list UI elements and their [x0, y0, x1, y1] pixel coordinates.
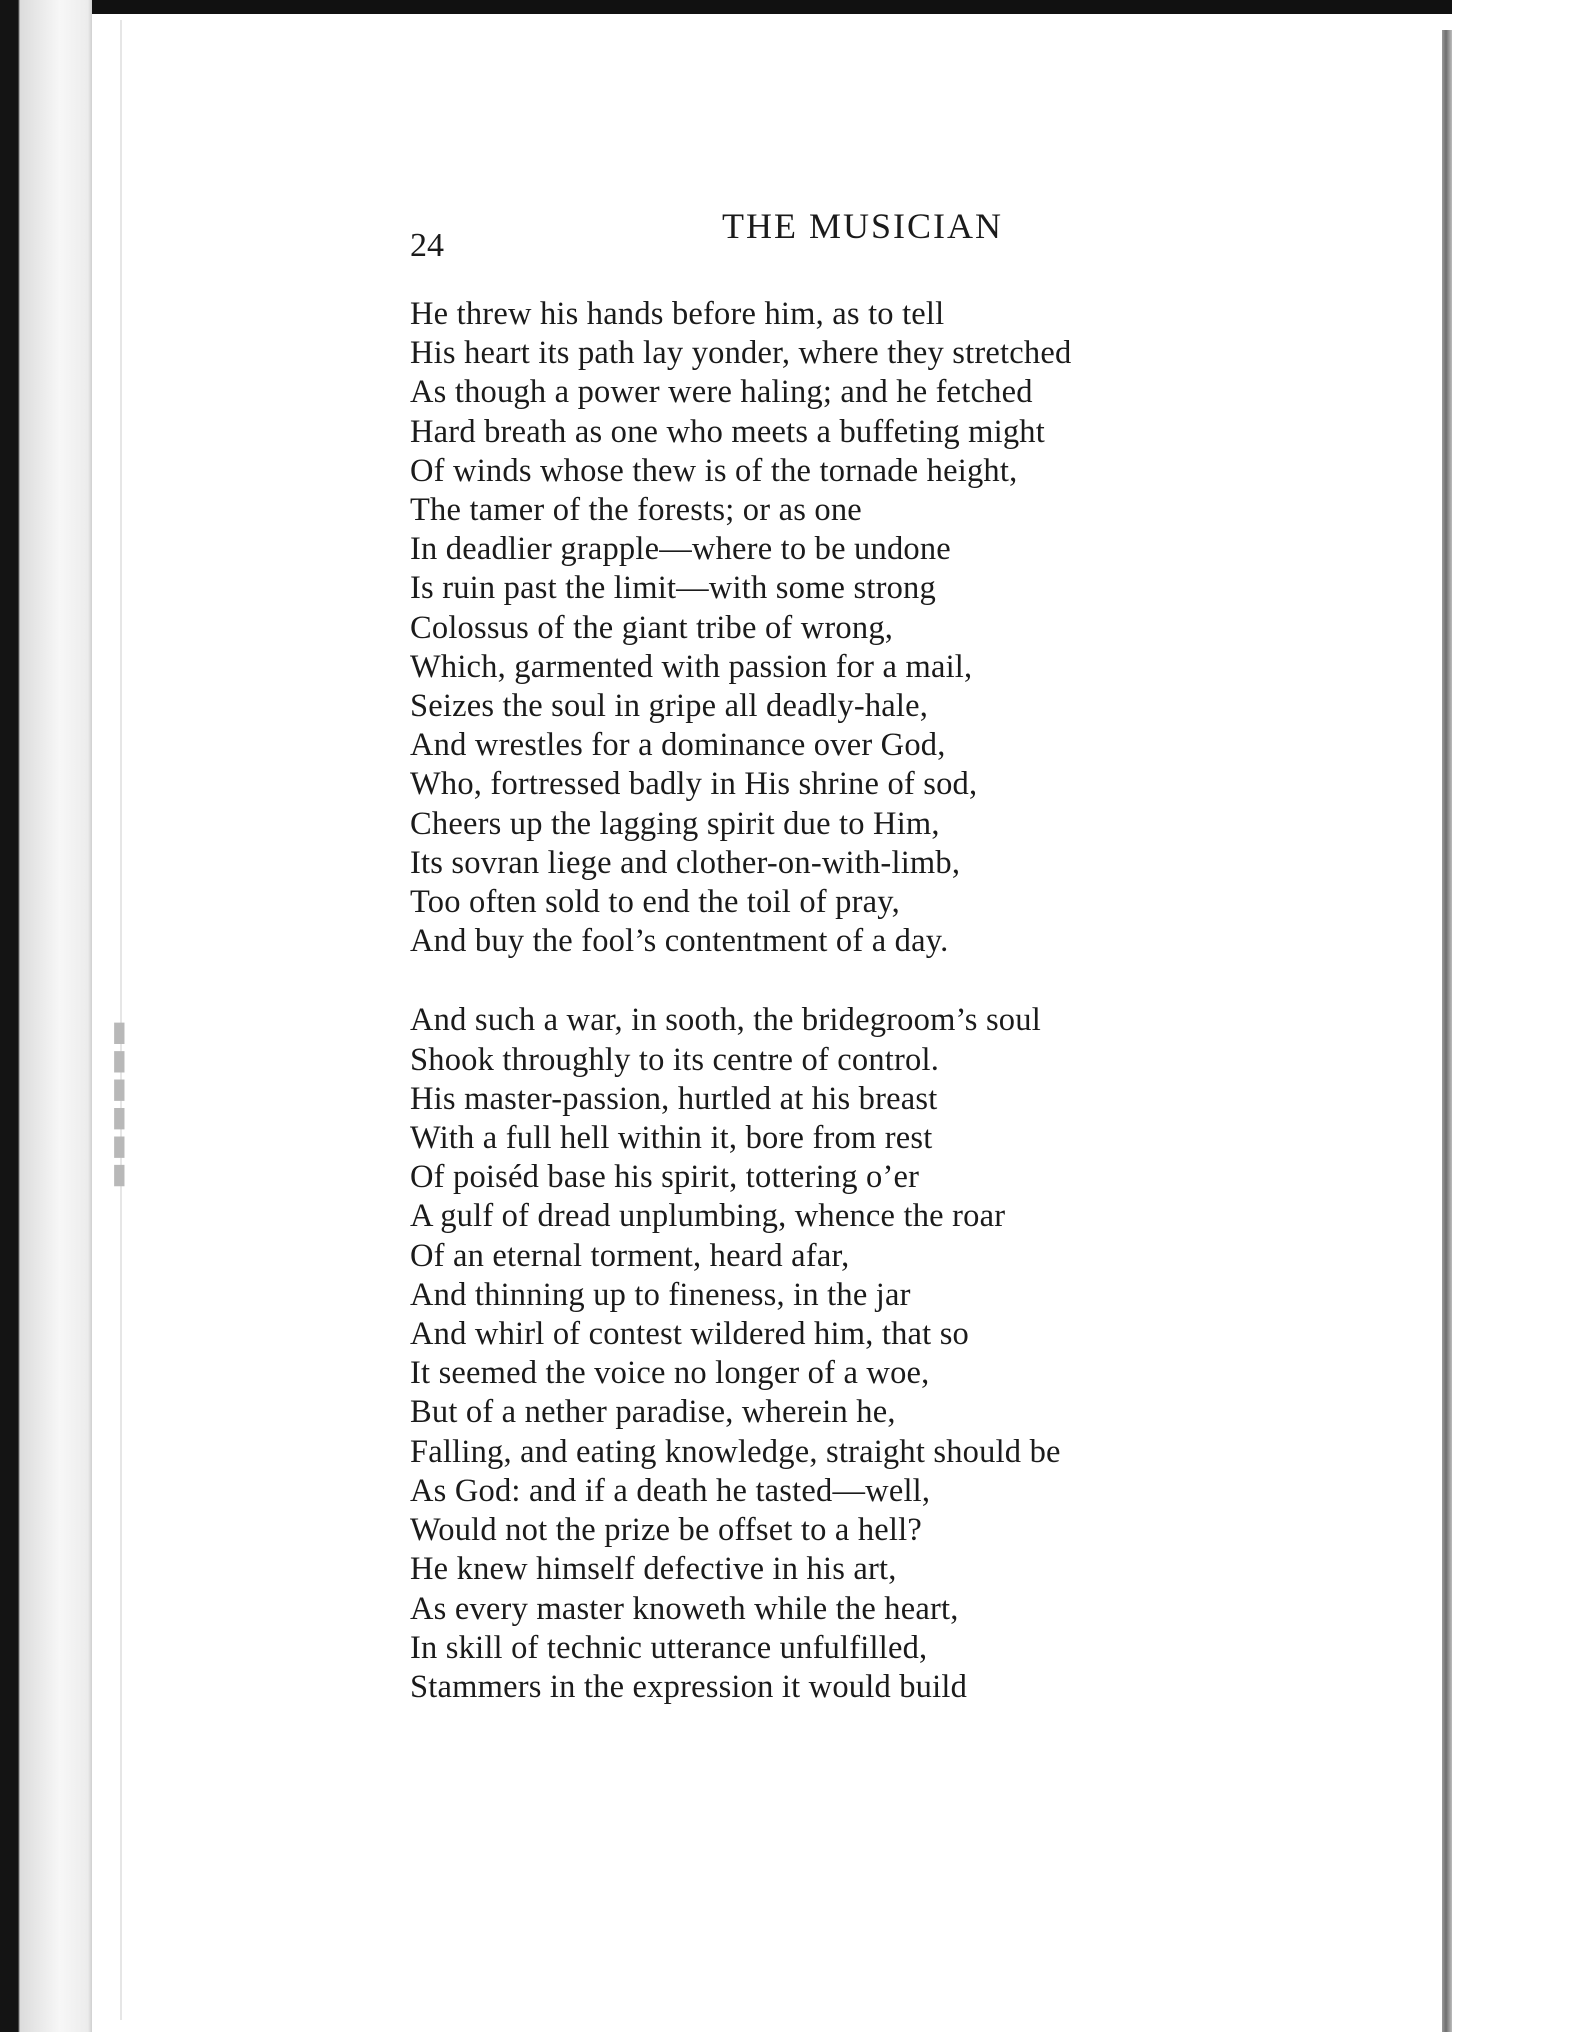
verse-line: Too often sold to end the toil of pray,: [410, 884, 900, 921]
verse-line: In deadlier grapple—where to be undone: [410, 531, 951, 568]
page-number: 24: [410, 227, 444, 264]
library-spine-stamp: ▬▬▬▬▬▬: [104, 1019, 138, 1191]
verse-line: And thinning up to fineness, in the jar: [410, 1276, 911, 1313]
verse-line: With a full hell within it, bore from rest: [410, 1120, 933, 1157]
stanza-2: [410, 1001, 1310, 1707]
verse-line: His master-passion, hurtled at his breast: [410, 1080, 938, 1117]
verse-line: Is ruin past the limit—with some strong: [410, 570, 936, 607]
poem-body: [410, 295, 1310, 1707]
page-header: [410, 205, 1310, 267]
verse-line: Seizes the soul in gripe all deadly-hale,: [410, 688, 929, 725]
scan-top-border: [0, 0, 1592, 14]
facing-page-fragment: [1452, 0, 1592, 2032]
verse-line: Falling, and eating knowledge, straight should be: [410, 1433, 1061, 1470]
verse-line: In skill of technic utterance unfulfilled,: [410, 1629, 928, 1666]
verse-line: It seemed the voice no longer of a woe,: [410, 1355, 930, 1392]
verse-line: And such a war, in sooth, the bridegroom’s soul: [410, 1002, 1041, 1039]
verse-line: Of poiséd base his spirit, tottering o’er: [410, 1159, 920, 1196]
verse-line: Which, garmented with passion for a mail,: [410, 648, 973, 685]
verse-line: Of winds whose thew is of the tornade height,: [410, 452, 1018, 489]
verse-line: As God: and if a death he tasted—well,: [410, 1472, 931, 1509]
verse-line: He threw his hands before him, as to tell: [410, 296, 945, 332]
verse-line: A gulf of dread unplumbing, whence the roar: [410, 1198, 1006, 1235]
verse-line: And wrestles for a dominance over God,: [410, 727, 946, 764]
facing-page-gutter: [1442, 30, 1452, 2032]
verse-line: His heart its path lay yonder, where they stretched: [410, 335, 1072, 372]
verse-line: Would not the prize be offset to a hell?: [410, 1512, 922, 1549]
verse-line: Colossus of the giant tribe of wrong,: [410, 609, 894, 646]
book-spine-gutter: [0, 0, 92, 2032]
verse-line: And buy the fool’s contentment of a day.: [410, 923, 949, 960]
verse-line: Shook throughly to its centre of control.: [410, 1041, 940, 1078]
verse-line: As every master knoweth while the heart,: [410, 1590, 959, 1627]
verse-line: As though a power were haling; and he fetched: [410, 374, 1033, 411]
verse-line: Stammers in the expression it would build: [410, 1668, 968, 1705]
verse-line: And whirl of contest wildered him, that so: [410, 1316, 969, 1353]
verse-line: Of an eternal torment, heard afar,: [410, 1237, 850, 1274]
verse-line: The tamer of the forests; or as one: [410, 492, 862, 529]
verse-line: Cheers up the lagging spirit due to Him,: [410, 805, 940, 842]
verse-line: Hard breath as one who meets a buffeting might: [410, 413, 1045, 450]
stanza-1: [410, 295, 1310, 961]
book-page: [410, 205, 1310, 1707]
verse-line: Its sovran liege and clother-on-with-limb,: [410, 844, 961, 881]
verse-line: He knew himself defective in his art,: [410, 1551, 897, 1588]
verse-line: But of a nether paradise, wherein he,: [410, 1394, 896, 1431]
verse-line: Who, fortressed badly in His shrine of sod,: [410, 766, 978, 803]
running-title: THE MUSICIAN: [722, 206, 1003, 246]
